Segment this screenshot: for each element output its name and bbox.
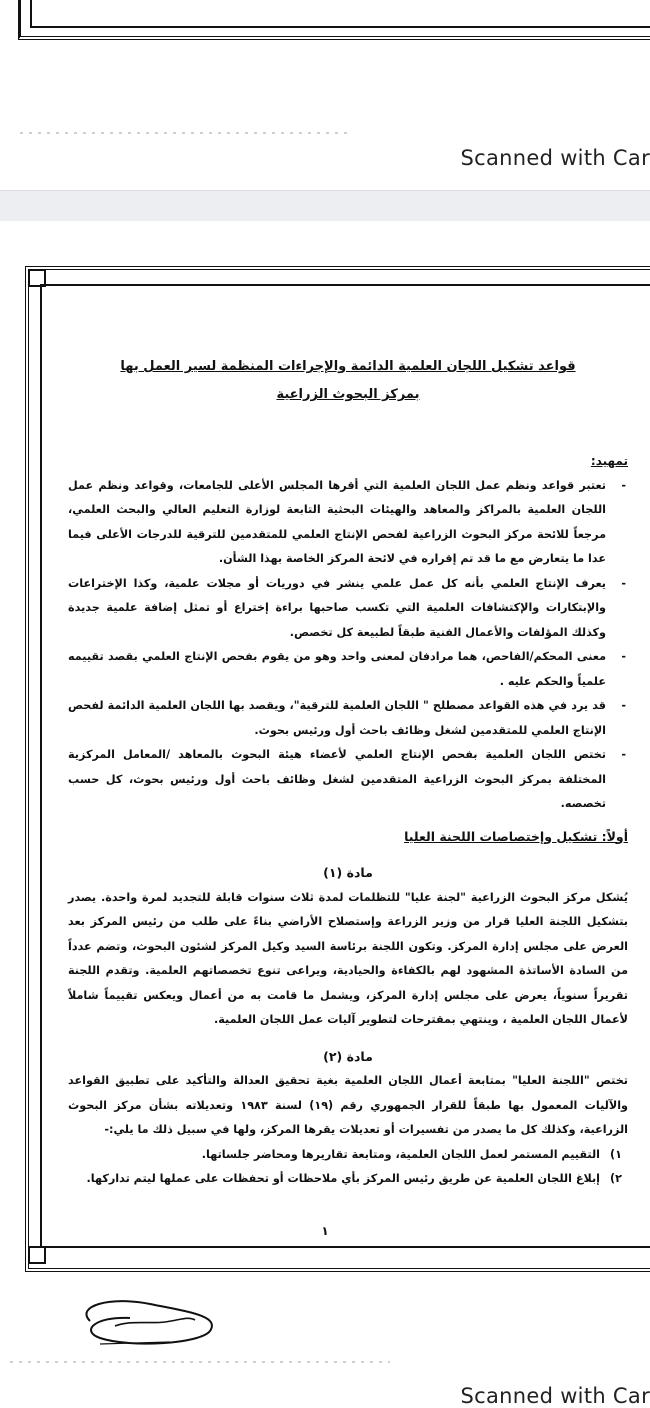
- article-2-list: [68, 1143, 628, 1192]
- section-title: أولاً: تشكيل وإختصاصات اللجنة العليا: [404, 828, 628, 844]
- scan-noise: [10, 1361, 390, 1363]
- intro-item: - تختص اللجان العلمية بفحص الإنتاج العلمي لأعضاء هيئة البحوث بالمعاهد /المعامل المركزية المختلفة بمركز البحوث الزراعية المتقدمين لشغل وظائف باحث أول ورئيس بحوث، كل حسب تخصصه.: [68, 743, 628, 817]
- document-subtitle: بمركز البحوث الزراعية: [276, 387, 420, 402]
- item-number: ١): [610, 1147, 622, 1161]
- previous-page-inner-border: [30, 0, 650, 28]
- item-text: التقييم المستمر لعمل اللجان العلمية، ومتابعة تقاريرها ومحاضر جلساتها.: [201, 1147, 600, 1161]
- article-2-item: [68, 1167, 622, 1192]
- document-body: [68, 353, 628, 1192]
- intro-item: - معنى المحكم/الفاحص، هما مرادفان لمعنى واحد وهو من يقوم بفحص الإنتاج العلمي بقصد تقييمه علمياً والحكم عليه .: [68, 645, 628, 694]
- scan-noise: [20, 132, 350, 134]
- article-2-title: مادة (٢): [323, 1048, 373, 1064]
- intro-list: [68, 474, 628, 817]
- item-text: إبلاغ اللجان العلمية عن طريق رئيس المركز بأي ملاحظات أو تحفظات على عملها ليتم تداركها.: [86, 1172, 600, 1185]
- intro-item: - تعتبر قواعد ونظم عمل اللجان العلمية التي أقرها المجلس الأعلى للجامعات، وقواعد ونظم عمل اللجان العلمية بالمراكز والمعاهد والهيئات البحثية التابعة لوزارة التعليم العالي والبحث العلمي، مرجعاً للائحة مركز البحوث الزراعية لفحص الإنتاج العلمي للمتقدمين للترقية للدرجات الأعلى فيما عدا ما يتعارض مع ما قد تم إقراره في لائحة المركز الخاصة بهذا الشأن.: [68, 474, 628, 572]
- handwritten-signature: [70, 1276, 230, 1366]
- article-1-text: يُشكل مركز البحوث الزراعية "لجنة عليا" للتظلمات لمدة ثلاث سنوات قابلة للتجديد لمرة واحدة. يصدر بتشكيل اللجنة العليا قرار من وزير الزراعة وإستصلاح الأراضي بناءً على طلب من رئيس المركز بعد العرض على مجلس إدارة المركز. وتكون اللجنة برئاسة السيد وكيل المركز لشئون البحوث، وتضم عدداً من السادة الأساتذة المشهود لهم بالكفاءة والحيادية، ويراعى تنوع تخصصاتهم العلمية. وتقدم اللجنة تقريراً سنوياً، يعرض على مجلس إدارة المركز، ويشمل ما قامت به من أعمال ويعكس تقييماً شاملاً لأعمال اللجان العلمية ، وينتهي بمقترحات لتطوير آليات عمل اللجان العلمية.: [68, 890, 628, 1026]
- page-number: ١: [321, 1224, 329, 1238]
- scan-watermark-top: Scanned with Car: [460, 146, 650, 170]
- scan-watermark-bottom: Scanned with Car: [460, 1384, 650, 1408]
- border-corner-bottom-left: [28, 1246, 46, 1264]
- page-separator: [0, 190, 650, 222]
- document-page: [0, 221, 650, 1408]
- article-2-item: [68, 1143, 622, 1168]
- intro-item: - يعرف الإنتاج العلمي بأنه كل عمل علمي ينشر في دوريات أو مجلات علمية، وكذا الإختراعات والإبتكارات والإكتشافات العلمية التي تكسب صاحبها براءة إختراع أو تمثل إضافة علمية جديدة وكذلك المؤلفات والأعمال الفنية طبقاً لطبيعة كل تخصص.: [68, 572, 628, 646]
- border-corner-top-left: [28, 269, 46, 287]
- article-1-title: مادة (١): [323, 865, 373, 880]
- item-number: ٢): [610, 1172, 622, 1185]
- document-title: قواعد تشكيل اللجان العلمية الدائمة والإجراءات المنظمة لسير العمل بها: [120, 359, 576, 374]
- previous-page-fragment: [0, 0, 650, 190]
- intro-item: - قد يرد في هذه القواعد مصطلح " اللجان العلمية للترقية"، ويقصد بها اللجان العلمية الدائمة لفحص الإنتاج العلمي للمتقدمين لشغل وظائف باحث أول ورئيس بحوث.: [68, 694, 628, 743]
- article-2-text: تختص "اللجنة العليا" بمتابعة أعمال اللجان العلمية بغية تحقيق العدالة والتأكيد على تطبيق القواعد والآليات المعمول بها طبقاً للقرار الجمهوري رقم (١٩) لسنة ١٩٨٣ وتعديلاته بشأن مركز البحوث الزراعية، وكذلك كل ما يصدر من تفسيرات أو تعديلات يقرها المركز، ولها في سبيل ذلك ما يلي:-: [68, 1074, 628, 1136]
- intro-heading: تمهيد:: [590, 454, 628, 468]
